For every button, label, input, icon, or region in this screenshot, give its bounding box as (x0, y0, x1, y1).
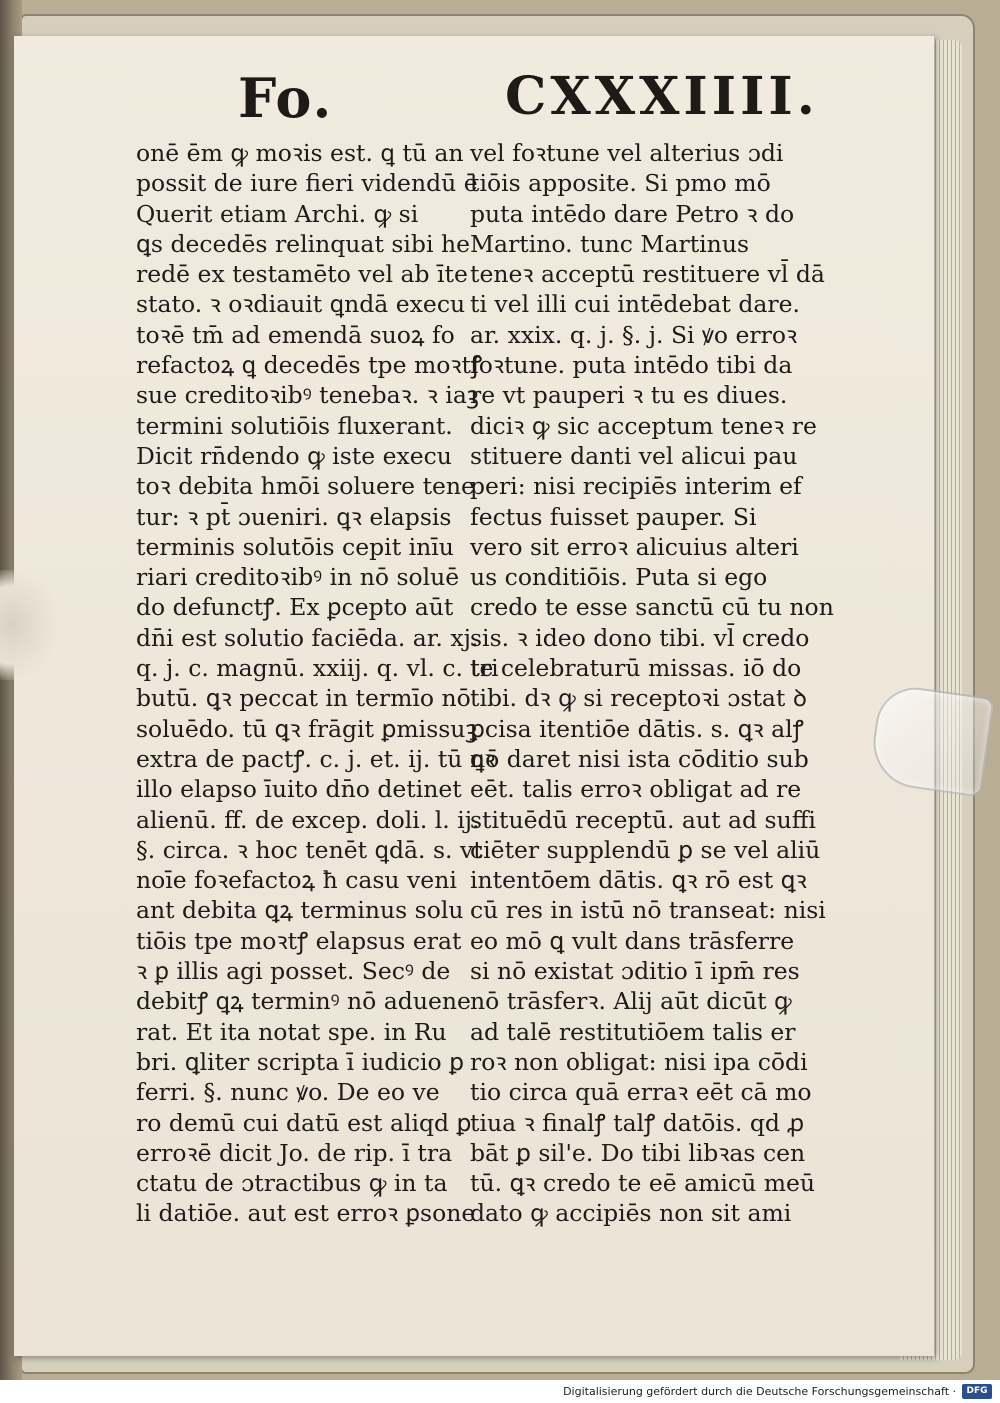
text-line: soluēdo. tū ꝗꝛ frāgit ꝑmissuꝫ (136, 714, 478, 743)
text-line: termini solutiōis fluxerant. (136, 411, 453, 440)
text-line: bri. ꝗliter scripta ī iudicio ꝑ (136, 1047, 465, 1076)
text-line: refactoꝝ ꝗ decedēs tpe moꝛtꝭ (136, 351, 483, 380)
text-line: credo te esse sanctū cū tu non (470, 593, 834, 622)
text-line: stato. ꝛ oꝛdiauit ꝗndā execu (136, 290, 466, 319)
text-line: ciēter supplendū ꝑ se vel aliū (470, 835, 821, 864)
text-line: extra de pactꝭ. c. j. et. ij. tū ꝗꝛ (136, 744, 496, 773)
text-line: Querit etiam Archi. ꝙ si (136, 199, 419, 228)
torn-margin (0, 570, 58, 680)
text-line: onē ēm ꝙ moꝛis est. ꝗ tū an (136, 139, 464, 167)
text-line: foꝛtune. puta intēdo tibi da (470, 351, 793, 380)
text-line: do defunctꝭ. Ex ꝑcepto aūt (136, 593, 454, 622)
text-line: li datiōe. aut est erroꝛ ꝑsone (136, 1199, 476, 1228)
text-line: ꝑcisa itentiōe dātis. s. ꝗꝛ alꝭ (470, 714, 804, 743)
text-line: rat. Et ita notat spe. in Ru (136, 1017, 447, 1046)
text-line: tiōis tpe moꝛtꝭ elapsus erat (136, 926, 462, 955)
text-line: cū res in istū nō transeat: nisi (470, 896, 826, 925)
text-line: dn̄i est solutio faciēda. ar. xj. (136, 623, 479, 652)
text-line: diciꝛ ꝙ sic acceptum teneꝛ re (470, 411, 817, 440)
text-line: ferri. §. nunc ꝟo. De eo ve (136, 1078, 440, 1107)
text-line: tū. ꝗꝛ credo te eē amicū meū (470, 1169, 816, 1198)
text-line: si nō existat ɔditio ī ipm̄ res (470, 957, 800, 986)
text-line: ro demū cui datū est aliqd ꝑ (136, 1108, 472, 1137)
running-head-fo: Fo. (238, 66, 334, 130)
text-line: nō daret nisi ista cōditio sub (470, 744, 809, 773)
funding-credit: Digitalisierung gefördert durch die Deutsche Forschungsgemeinschaft · (563, 1385, 956, 1398)
text-line: puta intēdo dare Petro ꝛ do (470, 199, 795, 228)
text-line: erroꝛē dicit Jo. de rip. ī tra (136, 1138, 453, 1167)
text-line: sue creditoꝛibꝰ tenebaꝛ. ꝛ iaꝫ (136, 381, 479, 410)
text-column-right (470, 138, 834, 1229)
text-line: Dicit rn̄dendo ꝙ iste execu (136, 441, 452, 470)
text-line: toꝛ debita hmōi soluere tene (136, 472, 475, 501)
text-line: fectus fuisset pauper. Si (470, 502, 757, 531)
dfg-logo: DFG (962, 1384, 992, 1399)
text-line: bāt ꝑ sil'e. Do tibi libꝛas cen (470, 1138, 806, 1167)
text-line: peri: nisi recipiēs interim ef (470, 472, 802, 501)
text-line: illo elapso īuito dn̄o detinet (136, 775, 462, 804)
text-line: vero sit erroꝛ alicuius alteri (470, 532, 799, 561)
text-line: us conditiōis. Puta si ego (470, 563, 768, 592)
text-line: noīe foꝛefactoꝝ ħ casu veni (136, 866, 457, 895)
text-line: stituēdū receptū. aut ad suffi (470, 805, 816, 834)
text-line: toꝛē tm̄ ad emendā suoꝝ fo (136, 320, 455, 349)
text-line: teneꝛ acceptū restituere vl̄ dā (470, 260, 825, 289)
text-line: intentōem dātis. ꝗꝛ rō est ꝗꝛ (470, 866, 807, 895)
text-line: nō trāsferꝛ. Alij aūt dicūt ꝙ (470, 987, 792, 1016)
text-line: stituere danti vel alicui pau (470, 441, 798, 470)
text-line: vel foꝛtune vel alterius ɔdi (470, 139, 784, 167)
text-line: §. circa. ꝛ hoc tenēt ꝗdā. s. vt (136, 835, 483, 864)
text-line: eo mō ꝗ vult dans trāsferre (470, 926, 795, 955)
text-line: ctatu de ɔtractibus ꝙ in ta (136, 1169, 448, 1198)
text-line: possit de iure fieri videndū ē (136, 169, 478, 198)
text-line: ant debita ꝗꝝ terminus solu (136, 896, 464, 925)
text-line: terminis solutōis cepit inīu (136, 532, 454, 561)
text-line: tibi. dꝛ ꝙ si receptoꝛi ɔstat ꝺ (470, 684, 807, 713)
text-line: ad talē restitutiōem talis er (470, 1017, 796, 1046)
text-line: butū. ꝗꝛ peccat in termīo nō (136, 684, 471, 713)
text-line: eēt. talis erroꝛ obligat ad re (470, 775, 802, 804)
text-line: redē ex testamēto vel ab īte (136, 260, 468, 289)
text-line: debitꝭ ꝗꝝ terminꝰ nō aduene (136, 987, 471, 1016)
text-line: tiua ꝛ finalꝭ talꝭ datōis. qd ꝓ (470, 1108, 805, 1137)
text-line: tio circa quā erraꝛ eēt cā mo (470, 1078, 812, 1107)
text-line: q. j. c. magnū. xxiij. q. vl. c. tri (136, 654, 499, 683)
text-line: sis. ꝛ ideo dono tibi. vl̄ credo (470, 623, 810, 652)
text-line: riari creditoꝛibꝰ in nō soluē (136, 563, 460, 592)
text-line: roꝛ non obligat: nisi ipa cōdi (470, 1047, 808, 1076)
text-line: Martino. tunc Martinus (470, 229, 750, 258)
text-line: re vt pauperi ꝛ tu es diues. (470, 381, 788, 410)
text-column-left (136, 138, 499, 1229)
text-line: ar. xxix. q. j. §. j. Si ꝟo erroꝛ (470, 320, 798, 349)
text-line: tur: ꝛ pt̄ ɔueniri. ꝗꝛ elapsis (136, 502, 452, 531)
text-line: ꝛ ꝑ illis agi posset. Secꝰ de (136, 957, 451, 986)
text-line: alienū. ff. de excep. doli. l. ij. (136, 805, 480, 834)
text-line: ti vel illi cui intēdebat dare. (470, 290, 800, 319)
text-line: tiōis apposite. Si pmo mō (470, 169, 771, 198)
text-line: te celebraturū missas. iō do (470, 654, 802, 683)
text-line: ꝗs decedēs relinquat sibi he (136, 229, 471, 258)
folio-number: CXXXIIII. (505, 66, 819, 127)
text-line: dato ꝙ accipiēs non sit ami (470, 1199, 792, 1228)
